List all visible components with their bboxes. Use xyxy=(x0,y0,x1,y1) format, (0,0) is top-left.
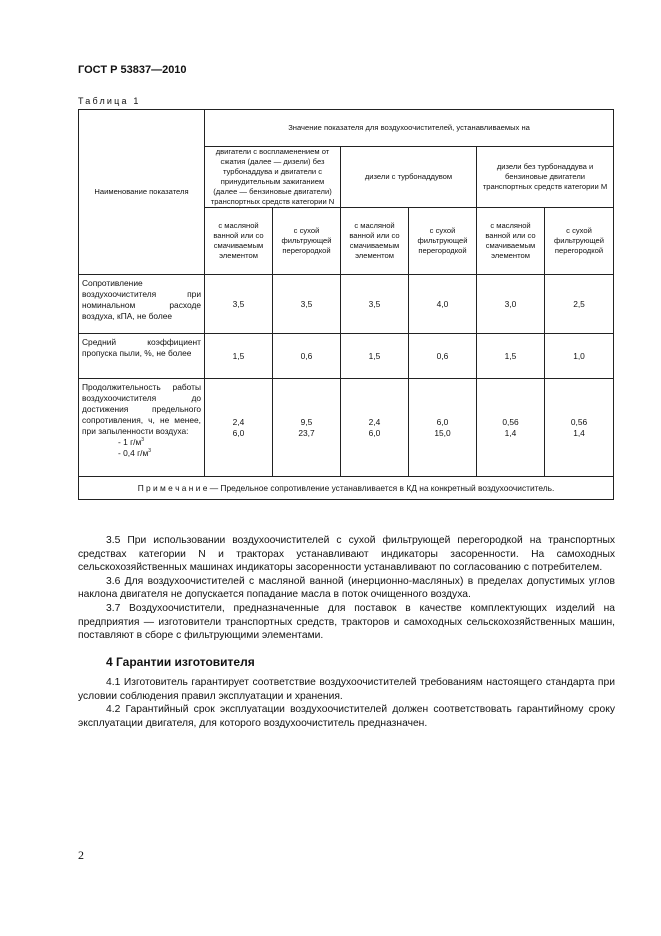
val-2: 6,0 xyxy=(232,427,245,438)
sub-label-1-text: - 1 г/м xyxy=(118,437,142,447)
table-cell xyxy=(477,379,545,477)
sub-header-dry: с сухой фильтрующей перегородкой xyxy=(273,208,341,275)
table-cell: 1,0 xyxy=(545,334,614,379)
table-row xyxy=(79,379,614,477)
val-2: 15,0 xyxy=(434,427,451,438)
val-1: 9,5 xyxy=(300,416,313,427)
row-name: Средний коэффициент пропуска пыли, %, не более xyxy=(79,334,205,379)
val-2: 1,4 xyxy=(573,427,585,438)
sub-label-2-text: - 0,4 г/м xyxy=(118,448,149,458)
table-cell xyxy=(545,379,614,477)
document-header: ГОСТ Р 53837—2010 xyxy=(78,64,187,76)
section-4-heading: 4 Гарантии изготовителя xyxy=(106,655,255,669)
val-1: 6,0 xyxy=(436,416,449,427)
paragraphs-3 xyxy=(78,534,615,643)
parameters-table xyxy=(78,109,614,500)
val-1: 0,56 xyxy=(570,416,588,427)
table-cell xyxy=(341,379,409,477)
col-name-header: Наименование показателя xyxy=(79,110,205,275)
table-cell: 3,5 xyxy=(205,275,273,334)
table-cell: 1,5 xyxy=(477,334,545,379)
table-cell: 4,0 xyxy=(409,275,477,334)
paragraph-3-7: 3.7 Воздухоочистители, предназначенные для поставок в качестве комплектующих изделий на предприятия — изготовители транспортных средств, тракторов и самоходных сельскохозяйственных машин, поставляют в сборе с фильтрующими элементами. xyxy=(78,602,615,642)
table-note: П р и м е ч а н и е — Предельное сопротивление устанавливается в КД на конкретный воздухоочиститель. xyxy=(79,477,614,500)
engine-group-3: дизели без турбонаддува и бензиновые двигатели транспортных средств категории М xyxy=(477,147,614,208)
table-note-row xyxy=(79,477,614,500)
engine-group-1: двигатели с воспламенением от сжатия (далее — дизели) без турбонаддува и двигатели с принудительным зажиганием (далее — бензиновые двигатели) транспортных средств категории N xyxy=(205,147,341,208)
table-cell: 1,5 xyxy=(341,334,409,379)
paragraphs-4 xyxy=(78,676,615,730)
val-2: 23,7 xyxy=(298,427,315,438)
table-row xyxy=(79,334,614,379)
paragraph-4-2: 4.2 Гарантийный срок эксплуатации воздухоочистителей должен соответствовать гарантийному сроку эксплуатации двигателя, для которого воздухоочиститель предназначен. xyxy=(78,704,615,729)
row-name xyxy=(79,379,205,477)
val-1: 0,56 xyxy=(502,416,519,427)
paragraph-3-6: 3.6 Для воздухоочистителей с масляной ванной (инерционно-масляных) в пределах допустимых углов наклона двигателя не допускается попадание масла в поток очищенного воздуха. xyxy=(78,575,615,601)
paragraph-3-5: 3.5 При использовании воздухоочистителей с сухой фильтрующей перегородкой на транспортных средствах категории N и тракторах устанавливают индикаторы засоренности. На самоходных сельскохозяйственных машинах индикаторы засоренности устанавливают по согласованию с потребителем. xyxy=(78,535,615,574)
superscript: 3 xyxy=(148,448,152,455)
table-cell: 0,6 xyxy=(409,334,477,379)
paragraph-4-1: 4.1 Изготовитель гарантирует соответствие воздухоочистителей требованиям настоящего стандарта при условии соблюдения правил эксплуатации и хранения. xyxy=(78,677,615,702)
table-cell: 1,5 xyxy=(205,334,273,379)
superscript: 3 xyxy=(141,437,145,444)
table-cell: 3,5 xyxy=(341,275,409,334)
sub-header-dry: с сухой фильтрующей перегородкой xyxy=(409,208,477,275)
sub-header-oil: с масляной ванной или со смачиваемым элементом xyxy=(205,208,273,275)
table-caption: Таблица 1 xyxy=(78,96,141,106)
val-2: 6,0 xyxy=(368,427,381,438)
table-cell xyxy=(409,379,477,477)
table-cell: 3,5 xyxy=(273,275,341,334)
val-1: 2,4 xyxy=(368,416,381,427)
engine-group-2: дизели с турбонаддувом xyxy=(341,147,477,208)
sub-header-dry: с сухой фильтрующей перегородкой xyxy=(545,208,614,275)
val-1: 2,4 xyxy=(232,416,245,427)
sub-header-oil: с масляной ванной или со смачиваемым элементом xyxy=(477,208,545,275)
page-number: 2 xyxy=(78,848,84,862)
table-cell: 3,0 xyxy=(477,275,545,334)
sub-label-2 xyxy=(82,448,201,459)
row-name: Сопротивление воздухоочистителя при номинальном расходе воздуха, кПА, не более xyxy=(79,275,205,334)
table-cell: 2,5 xyxy=(545,275,614,334)
table-cell xyxy=(273,379,341,477)
sub-header-oil: с масляной ванной или со смачиваемым элементом xyxy=(341,208,409,275)
val-2: 1,4 xyxy=(504,427,517,438)
group-header: Значение показателя для воздухоочистителей, устанавливаемых на xyxy=(205,110,614,147)
table-row xyxy=(79,275,614,334)
table-cell: 0,6 xyxy=(273,334,341,379)
row-name-text: Продолжительность работы воздухоочистителя до достижения предельного сопротивления, ч, не менее, при запыленности воздуха: xyxy=(82,382,201,436)
sub-label-1 xyxy=(82,437,201,448)
table-cell xyxy=(205,379,273,477)
